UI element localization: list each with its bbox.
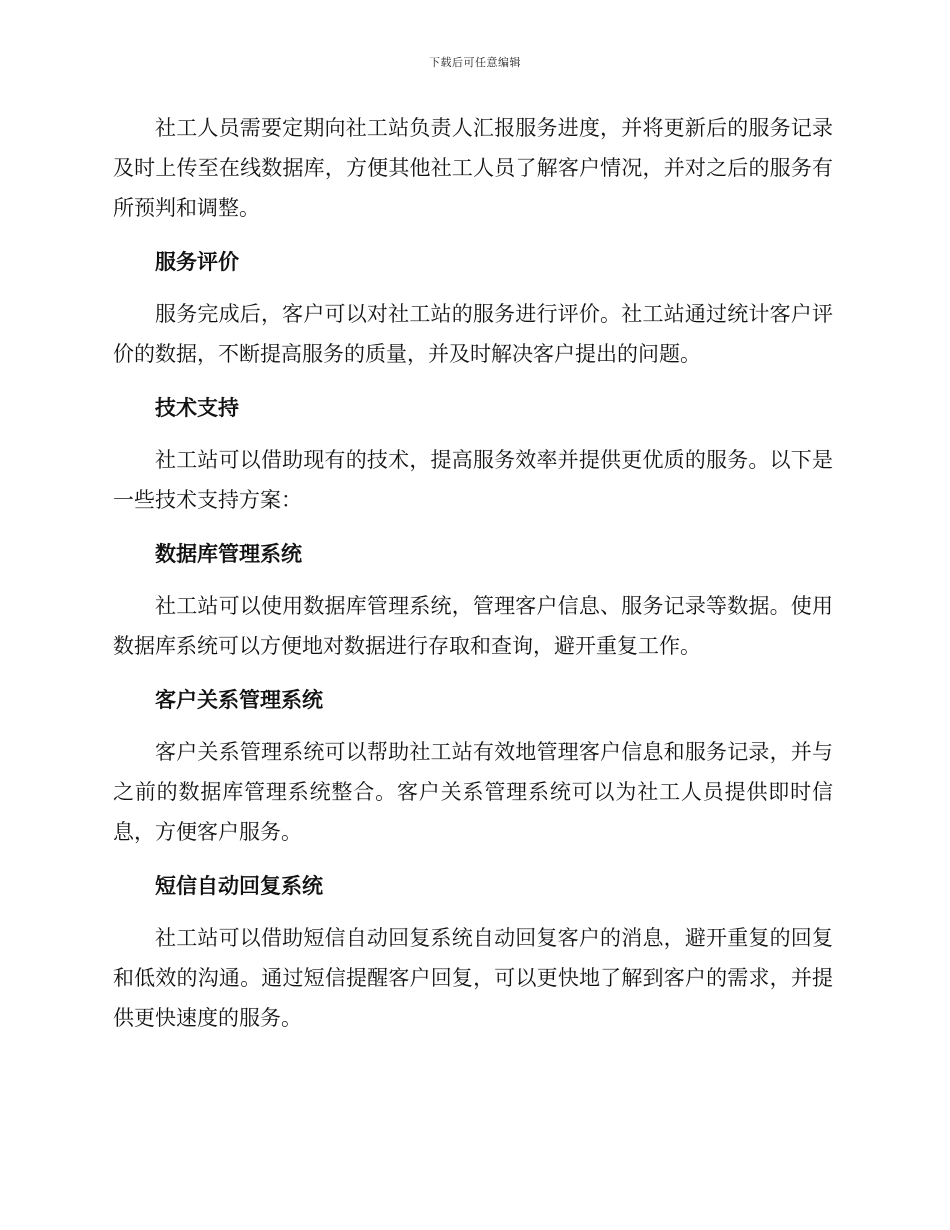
heading-crm-system: 客户关系管理系统 — [155, 688, 323, 712]
paragraph-service-evaluation: 服务完成后，客户可以对社工站的服务进行评价。社工站通过统计客户评价的数据，不断提高服务的质量，并及时解决客户提出的问题。 — [113, 302, 833, 366]
page-header: 下载后可任意编辑 — [429, 56, 521, 69]
paragraph-service-progress: 社工人员需要定期向社工站负责人汇报服务进度，并将更新后的服务记录及时上传至在线数据库，方便其他社工人员了解客户情况，并对之后的服务有所预判和调整。 — [113, 116, 833, 220]
paragraph-database-system: 社工站可以使用数据库管理系统，管理客户信息、服务记录等数据。使用数据库系统可以方便地对数据进行存取和查询，避开重复工作。 — [113, 594, 833, 658]
heading-sms-autoreply: 短信自动回复系统 — [155, 874, 323, 898]
paragraph-sms-autoreply: 社工站可以借助短信自动回复系统自动回复客户的消息，避开重复的回复和低效的沟通。通过短信提醒客户回复，可以更快地了解到客户的需求，并提供更快速度的服务。 — [113, 926, 833, 1030]
heading-database-system: 数据库管理系统 — [155, 542, 302, 566]
paragraph-technical-support: 社工站可以借助现有的技术，提高服务效率并提供更优质的服务。以下是一些技术支持方案： — [113, 448, 833, 512]
heading-technical-support: 技术支持 — [155, 396, 239, 420]
document-body — [113, 108, 833, 1052]
paragraph-crm-system: 客户关系管理系统可以帮助社工站有效地管理客户信息和服务记录，并与之前的数据库管理系统整合。客户关系管理系统可以为社工人员提供即时信息，方便客户服务。 — [113, 740, 833, 844]
heading-service-evaluation: 服务评价 — [155, 250, 239, 274]
